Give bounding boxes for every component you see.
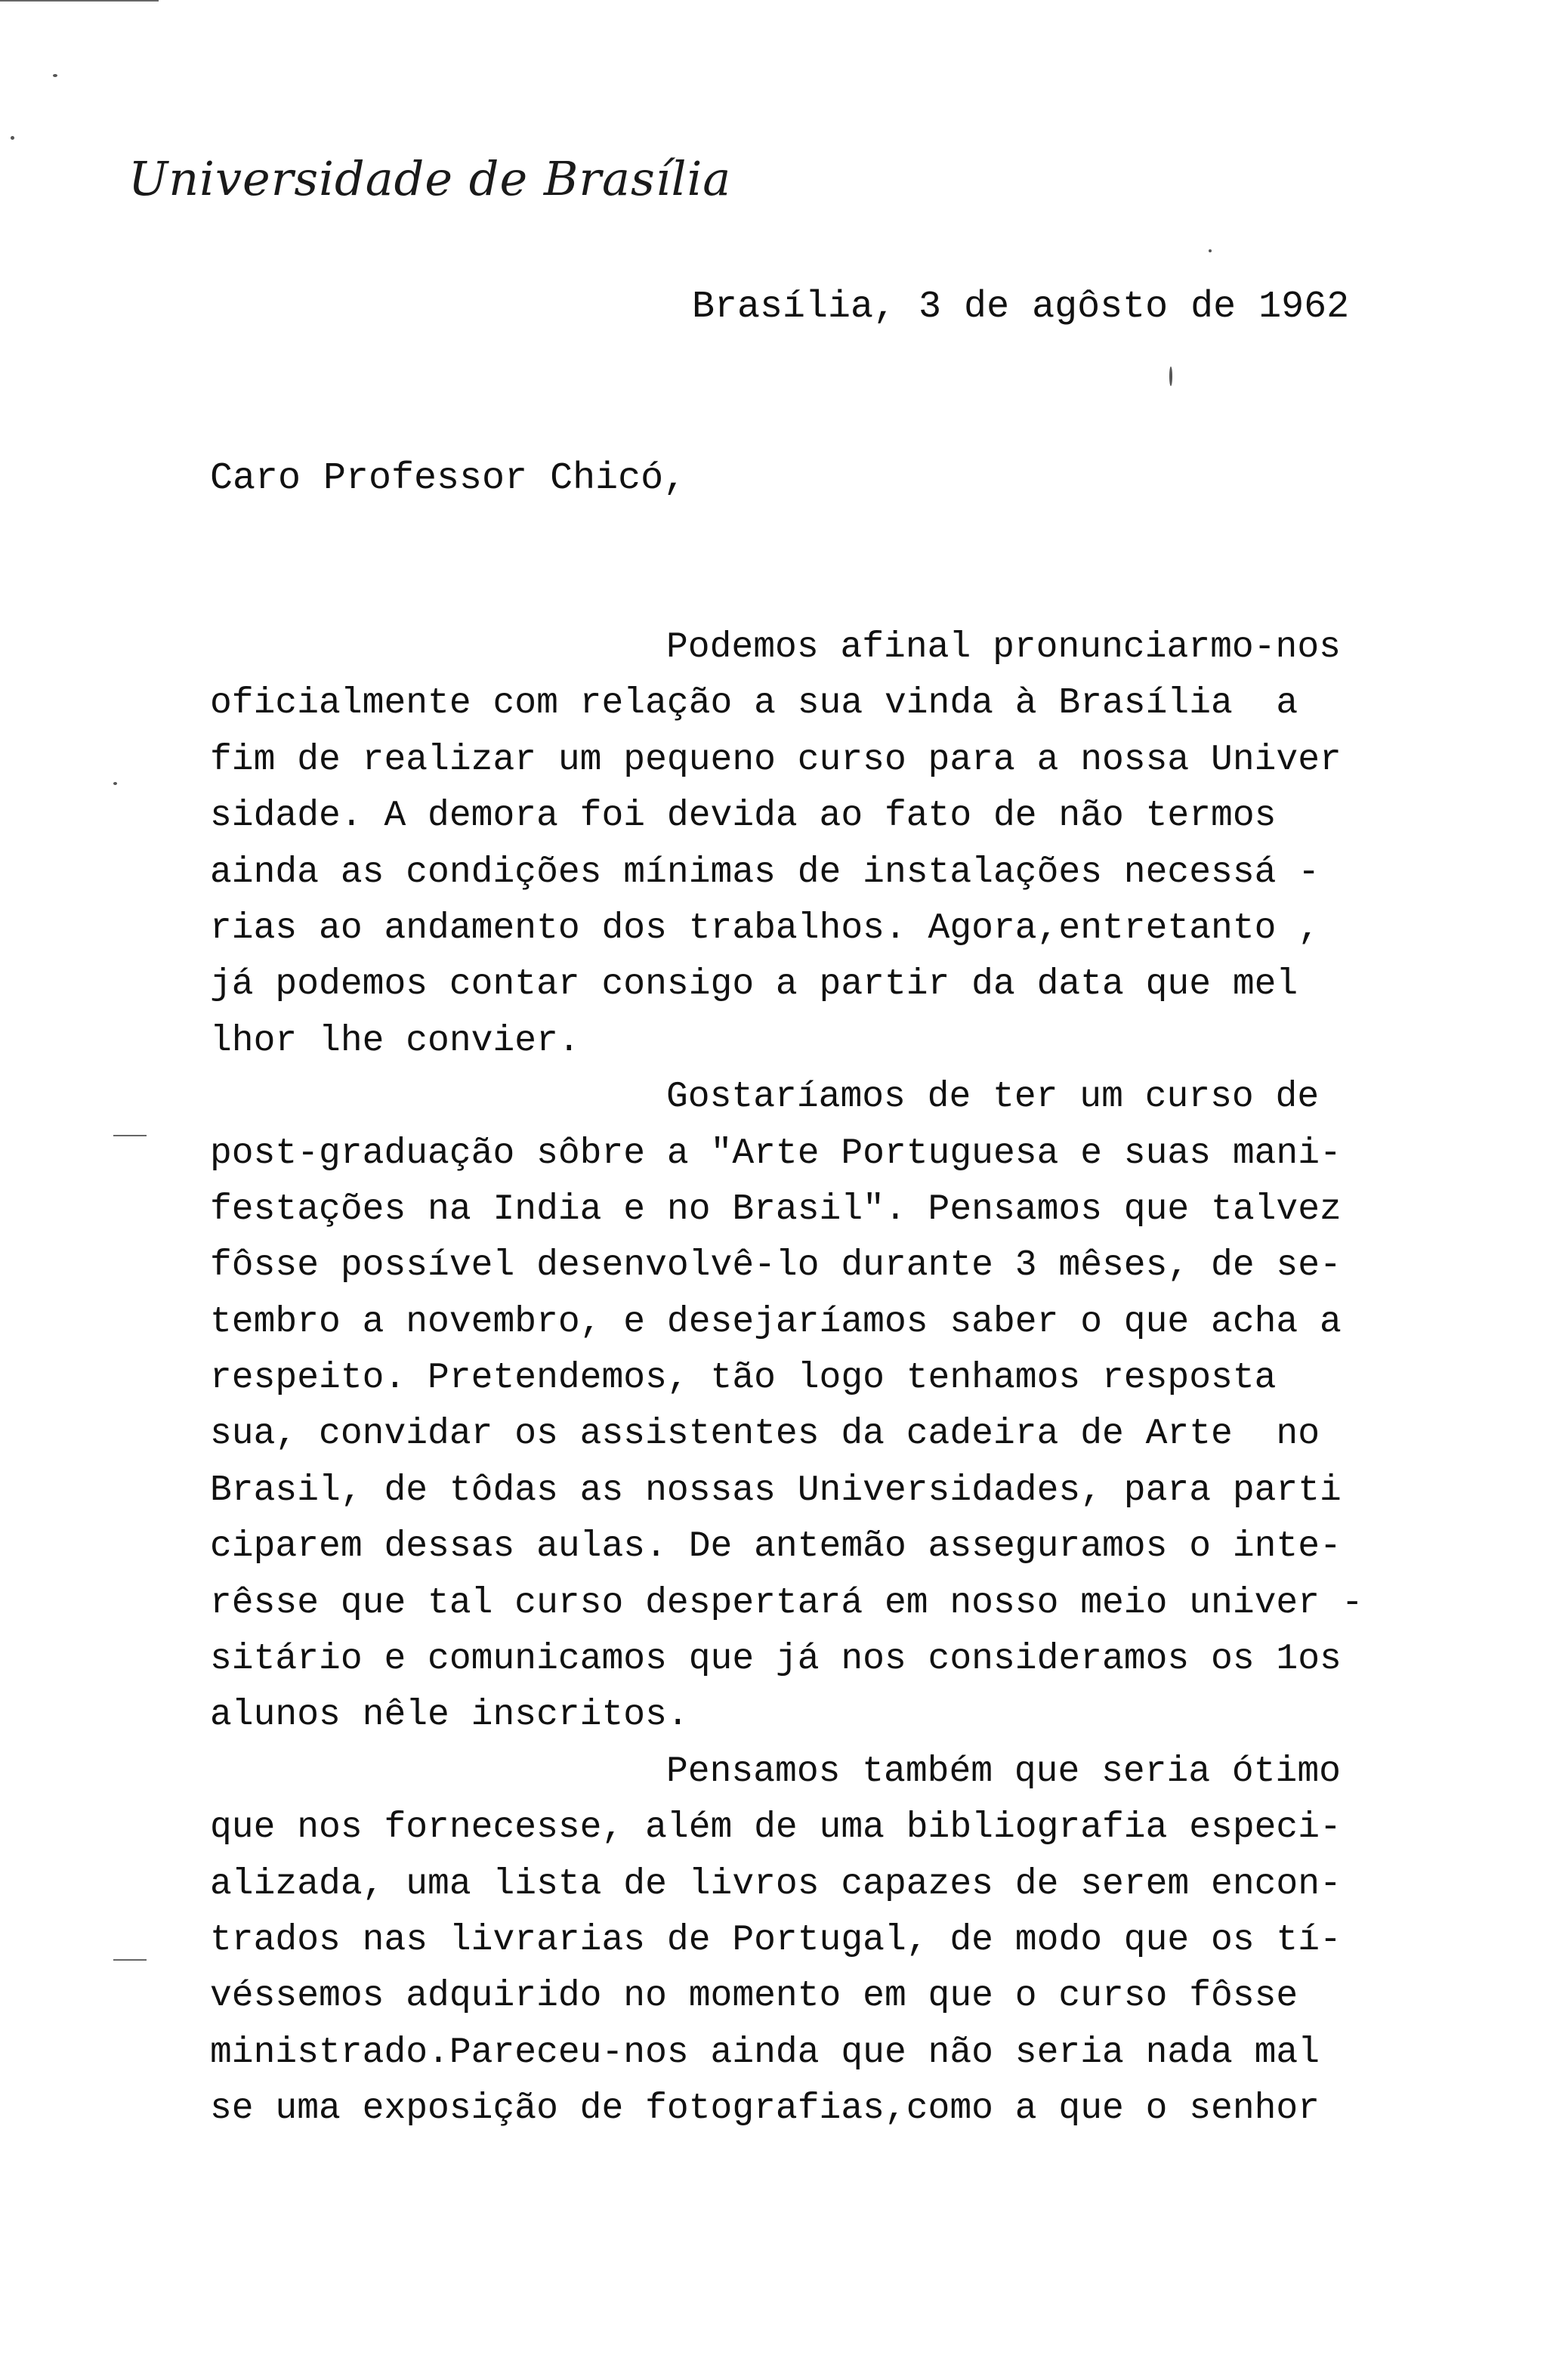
body-line: véssemos adquirido no momento em que o curso fôsse (210, 1976, 1298, 2017)
body-line: alizada, uma lista de livros capazes de serem encon- (210, 1863, 1342, 1905)
body-line: ministrado.Pareceu-nos ainda que não seria nada mal (210, 2032, 1320, 2073)
body-line: rêsse que tal curso despertará em nosso meio univer - (210, 1582, 1363, 1624)
body-line: ainda as condições mínimas de instalações necessá - (210, 852, 1320, 893)
body-line: trados nas livrarias de Portugal, de modo que os tí- (210, 1919, 1342, 1961)
body-line: tembro a novembro, e desejaríamos saber o que acha a (210, 1301, 1342, 1343)
body-line: sitário e comunicamos que já nos consideramos os 1os (210, 1639, 1342, 1680)
scan-artifact (113, 1959, 147, 1961)
scan-artifact (11, 136, 14, 140)
scan-artifact (113, 782, 117, 785)
body-line: festações na India e no Brasil". Pensamos que talvez (210, 1188, 1342, 1230)
body-line: respeito. Pretendemos, tão logo tenhamos resposta (210, 1358, 1277, 1399)
body-line: Podemos afinal pronunciarmo-nos (666, 627, 1341, 668)
body-line: Gostaríamos de ter um curso de (666, 1077, 1320, 1118)
body-line: post-graduação sôbre a "Arte Portuguesa e suas mani- (210, 1133, 1342, 1174)
body-line: Brasil, de tôdas as nossas Universidades, para parti (210, 1470, 1342, 1511)
body-line: Pensamos também que seria ótimo (666, 1751, 1341, 1792)
scan-artifact (1169, 366, 1172, 386)
body-line: sidade. A demora foi devida ao fato de não termos (210, 796, 1277, 837)
body-line: fim de realizar um pequeno curso para a nossa Univer (210, 739, 1342, 780)
body-line: rias ao andamento dos trabalhos. Agora,entretanto , (210, 907, 1320, 949)
body-line: oficialmente com relação a sua vinda à Brasília a (210, 683, 1298, 725)
date-line: Brasília, 3 de agôsto de 1962 (692, 286, 1350, 329)
scan-artifact (113, 1135, 147, 1136)
salutation: Caro Professor Chicó, (210, 457, 687, 500)
body-line: sua, convidar os assistentes da cadeira de Arte no (210, 1414, 1320, 1455)
letter-body (210, 620, 1403, 2137)
body-line: lhor lhe convier. (210, 1020, 580, 1062)
body-line: alunos nêle inscritos. (210, 1695, 689, 1736)
body-line: ciparem dessas aulas. De antemão asseguramos o inte- (210, 1526, 1342, 1568)
scan-artifact (0, 0, 159, 2)
scan-artifact (1209, 249, 1212, 252)
body-line: fôsse possível desenvolvê-lo durante 3 mêses, de se- (210, 1245, 1342, 1287)
body-line: se uma exposição de fotografias,como a que o senhor (210, 2088, 1320, 2130)
body-line: já podemos contar consigo a partir da data que mel (210, 964, 1298, 1006)
letterhead: Universidade de Brasília (128, 151, 732, 206)
body-line: que nos fornecesse, além de uma bibliografia especi- (210, 1807, 1342, 1849)
scan-artifact (53, 74, 57, 77)
